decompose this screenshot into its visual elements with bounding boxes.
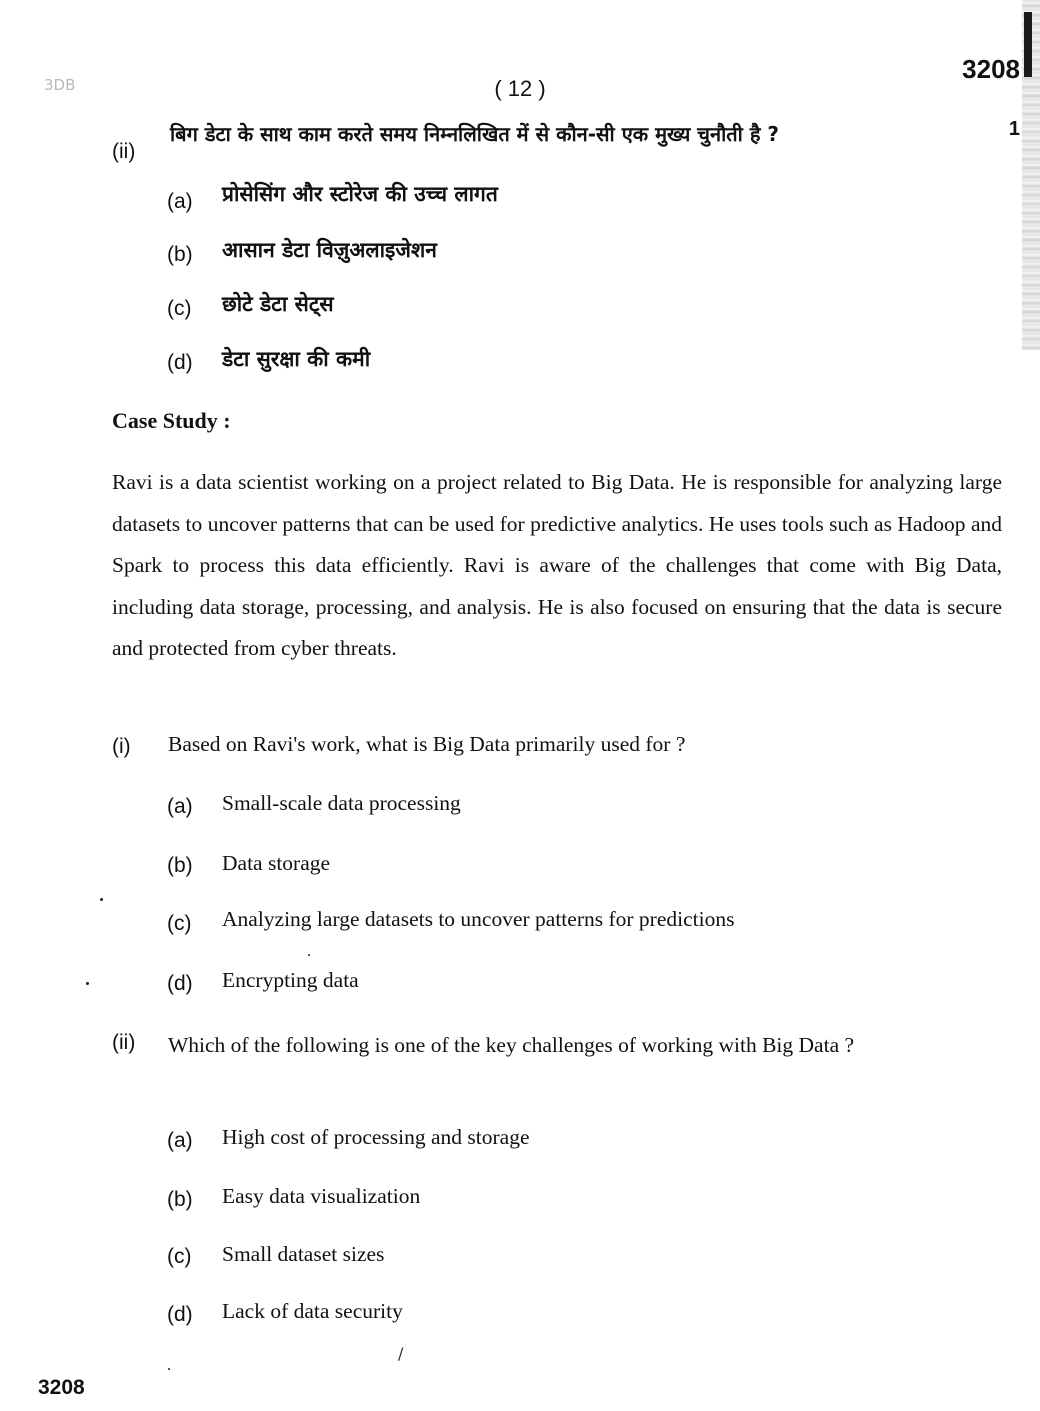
question-1-label: (i) xyxy=(112,735,131,758)
hindi-option-d-text: डेटा सुरक्षा की कमी xyxy=(222,347,371,371)
edge-digit: 1 xyxy=(1008,118,1020,140)
q2-option-b-text: Easy data visualization xyxy=(222,1184,421,1208)
question-2-text: Which of the following is one of the key challenges of working with Big Data ? xyxy=(168,1033,855,1057)
q1-option-c-text: Analyzing large datasets to uncover patterns for predictions xyxy=(222,907,735,931)
hindi-question-text: बिग डेटा के साथ काम करते समय निम्नलिखित में से कौन-सी एक मुख्य चुनौती है ? xyxy=(170,122,780,146)
hindi-option-c-text: छोटे डेटा सेट्स xyxy=(222,292,334,316)
case-study-heading: Case Study : xyxy=(112,408,231,433)
q2-option-d-label: (d) xyxy=(167,1303,193,1326)
hindi-option-c-label: (c) xyxy=(167,297,192,320)
q2-option-a-label: (a) xyxy=(167,1129,193,1152)
hindi-option-a-text: प्रोसेसिंग और स्टोरेज की उच्च लागत xyxy=(222,182,498,206)
question-2-label: (ii) xyxy=(112,1031,136,1054)
corner-stamp: 3DB xyxy=(44,76,76,94)
scan-speck xyxy=(100,898,103,901)
q1-option-d-text: Encrypting data xyxy=(222,968,359,992)
question-1-text: Based on Ravi's work, what is Big Data primarily used for ? xyxy=(168,732,686,756)
hindi-option-d-label: (d) xyxy=(167,351,193,374)
case-study-paragraph: Ravi is a data scientist working on a project related to Big Data. He is responsible for analyzing large datasets to uncover patterns that can be used for predictive analytics. He uses tools such as Hadoop and Spark to process this data efficiently. Ravi is aware of the challenges that come with Big Data, including data storage, processing, and analysis. He is also focused on ensuring that the data is secure and protected from cyber threats. xyxy=(112,470,1002,660)
q2-option-a-text: High cost of processing and storage xyxy=(222,1125,530,1149)
hindi-option-b-text: आसान डेटा विज़ुअलाइजेशन xyxy=(222,238,437,262)
pen-tick-mark: / xyxy=(398,1344,404,1363)
q1-option-d-label: (d) xyxy=(167,972,193,995)
q1-option-c-label: (c) xyxy=(167,912,192,935)
q1-option-a-text: Small-scale data processing xyxy=(222,791,461,815)
hindi-question-label: (ii) xyxy=(112,140,136,163)
q2-option-c-label: (c) xyxy=(167,1245,192,1268)
q1-option-b-text: Data storage xyxy=(222,851,331,875)
page-number: ( 12 ) xyxy=(494,76,546,101)
scan-speck xyxy=(86,982,89,985)
paper-code-bottom: 3208 xyxy=(38,1376,85,1399)
scan-speck xyxy=(168,1368,170,1370)
scan-speck xyxy=(308,954,310,956)
hindi-option-a-label: (a) xyxy=(167,190,193,213)
q2-option-b-label: (b) xyxy=(167,1188,193,1211)
q1-option-a-label: (a) xyxy=(167,795,193,818)
q2-option-d-text: Lack of data security xyxy=(222,1299,403,1323)
q2-option-c-text: Small dataset sizes xyxy=(222,1242,385,1266)
scan-edge-mark xyxy=(1024,12,1032,77)
paper-code-top: 3208 xyxy=(962,54,1020,84)
hindi-option-b-label: (b) xyxy=(167,243,193,266)
q1-option-b-label: (b) xyxy=(167,854,193,877)
